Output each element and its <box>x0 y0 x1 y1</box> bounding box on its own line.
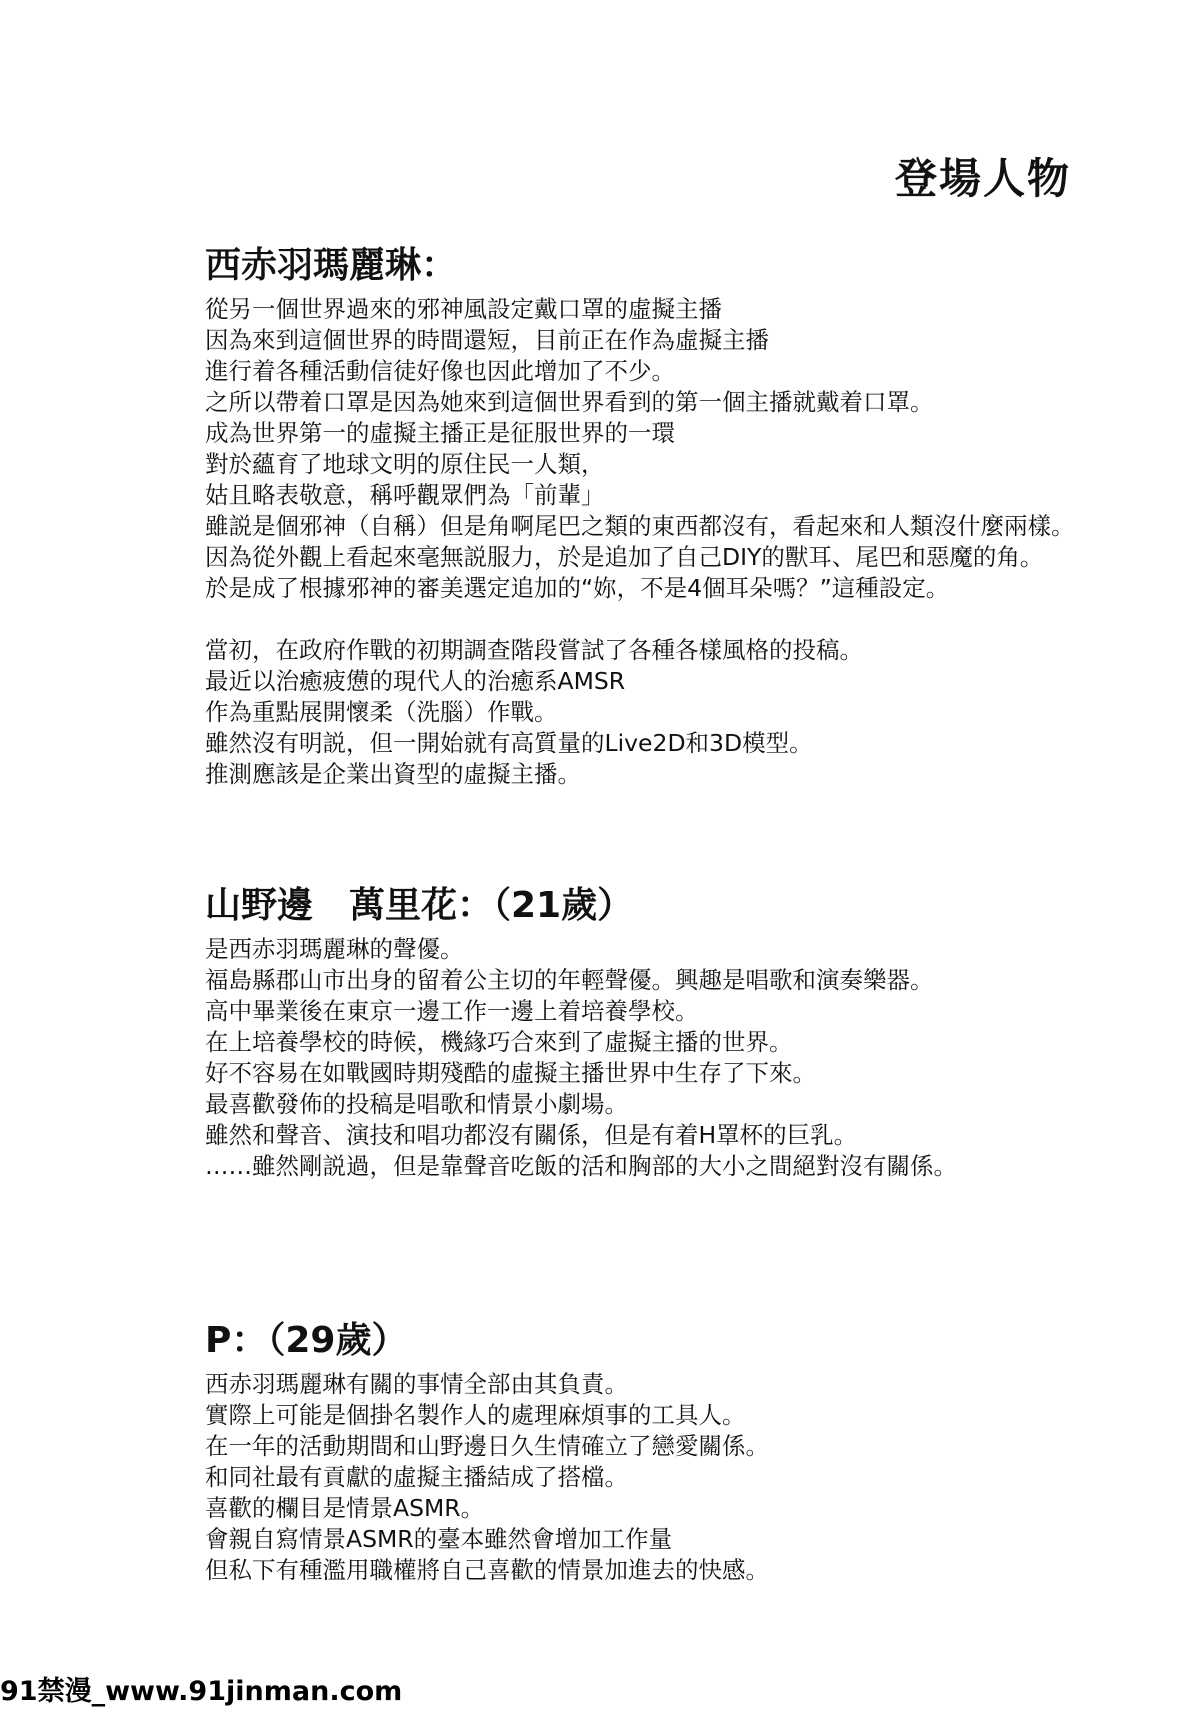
description-line: 作為重點展開懷柔（洗腦）作戰。 <box>205 698 558 726</box>
description-line: 從另一個世界過來的邪神風設定戴口罩的虛擬主播 <box>205 295 722 323</box>
description-line: 最近以治癒疲憊的現代人的治癒系AMSR <box>205 667 626 695</box>
description-line: 和同社最有貢獻的虛擬主播結成了搭檔。 <box>205 1463 628 1491</box>
description-line: 會親自寫情景ASMR的臺本雖然會增加工作量 <box>205 1525 673 1553</box>
description-line: 好不容易在如戰國時期殘酷的虛擬主播世界中生存了下來。 <box>205 1059 816 1087</box>
character-section-yamanobe <box>205 882 1165 1182</box>
description-line: 當初，在政府作戰的初期調查階段嘗試了各種各樣風格的投稿。 <box>205 636 863 664</box>
description-line: 雖然和聲音、演技和唱功都沒有關係，但是有着H罩杯的巨乳。 <box>205 1121 858 1149</box>
character-heading: 山野邊 萬里花：（21歲） <box>205 885 634 926</box>
character-section-marilyn <box>205 242 1165 790</box>
character-heading: 西赤羽瑪麗琳： <box>205 245 458 286</box>
description-line: 但私下有種濫用職權將自己喜歡的情景加進去的快感。 <box>205 1556 769 1584</box>
description-line: 最喜歡發佈的投稿是唱歌和情景小劇場。 <box>205 1090 628 1118</box>
description-line: 是西赤羽瑪麗琳的聲優。 <box>205 935 464 963</box>
description-line: 因為從外觀上看起來毫無説服力，於是追加了自己DIY的獸耳、尾巴和惡魔的角。 <box>205 543 1044 571</box>
description-line: 喜歡的欄目是情景ASMR。 <box>205 1494 485 1522</box>
description-line: 高中畢業後在東京一邊工作一邊上着培養學校。 <box>205 997 699 1025</box>
description-line: 雖説是個邪神（自稱）但是角啊尾巴之類的東西都沒有，看起來和人類沒什麼兩樣。 <box>205 512 1075 540</box>
description-line: 在上培養學校的時候，機緣巧合來到了虛擬主播的世界。 <box>205 1028 793 1056</box>
description-line: ……雖然剛説過，但是靠聲音吃飯的活和胸部的大小之間絕對沒有關係。 <box>205 1152 957 1180</box>
paragraph-spacer <box>205 604 1165 635</box>
description-line: 因為來到這個世界的時間還短，目前正在作為虛擬主播 <box>205 326 769 354</box>
description-line: 雖然沒有明説，但一開始就有高質量的Live2D和3D模型。 <box>205 729 813 757</box>
description-line: 進行着各種活動信徒好像也因此增加了不少。 <box>205 357 675 385</box>
description-line: 之所以帶着口罩是因為她來到這個世界看到的第一個主播就戴着口罩。 <box>205 388 934 416</box>
description-line: 於是成了根據邪神的審美選定追加的“妳，不是4個耳朵嗎？”這種設定。 <box>205 574 950 602</box>
description-line: 在一年的活動期間和山野邊日久生情確立了戀愛關係。 <box>205 1432 769 1460</box>
character-section-p <box>205 1317 1165 1586</box>
character-description <box>205 934 1165 1182</box>
description-line: 推測應該是企業出資型的虛擬主播。 <box>205 760 581 788</box>
character-description <box>205 1369 1165 1586</box>
description-line: 西赤羽瑪麗琳有關的事情全部由其負責。 <box>205 1370 628 1398</box>
character-description <box>205 294 1165 790</box>
description-line: 對於蘊育了地球文明的原住民一人類， <box>205 450 605 478</box>
site-watermark: 91禁漫_www.91jinman.com <box>0 1676 403 1707</box>
description-line: 姑且略表敬意，稱呼觀眾們為「前輩」 <box>205 481 605 509</box>
description-line: 實際上可能是個掛名製作人的處理麻煩事的工具人。 <box>205 1401 746 1429</box>
description-line: 成為世界第一的虛擬主播正是征服世界的一環 <box>205 419 675 447</box>
description-line: 福島縣郡山市出身的留着公主切的年輕聲優。興趣是唱歌和演奏樂器。 <box>205 966 934 994</box>
page-title: 登場人物 <box>895 154 1072 203</box>
character-heading: P：（29歲） <box>205 1320 408 1361</box>
